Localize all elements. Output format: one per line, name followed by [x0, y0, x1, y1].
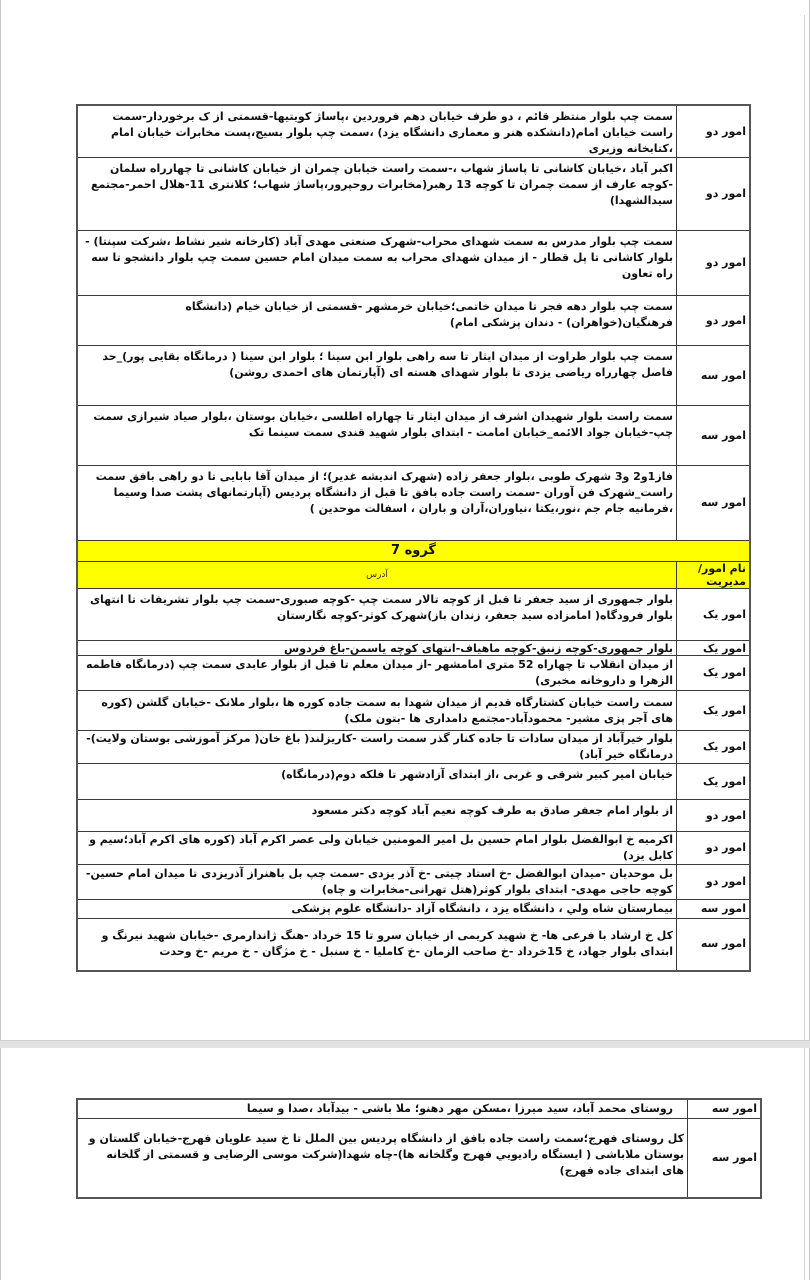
org-cell: امور سه [677, 346, 751, 406]
org-cell: امور یک [677, 764, 751, 800]
table-row [77, 346, 750, 406]
address-cell: سمت راست خیابان کشتارگاه قدیم از میدان شهدا به سمت جاده کوره ها ،بلوار ملانک -خیابان گلشن (کوره های آجر پزی مشیر- محمودآباد-مجتمع دامداری ها -بتون ملک) [77, 691, 677, 731]
org-cell: امور دو [677, 865, 751, 900]
table-row [77, 691, 750, 731]
address-cell: بیمارستان شاه ولي ، دانشگاه یزد ، دانشگاه آزاد -دانشگاه علوم پزشکی [77, 900, 677, 919]
column-header-address: آدرس [77, 562, 677, 589]
address-cell: سمت راست بلوار شهیدان اشرف از میدان ایثار تا چهاراه اطلسی ،خیابان بوستان ،بلوار صیاد شیرازی سمت چپ-خیابان جواد الائمه_خیابان امامت - ابتدای بلوار شهید قندی سمت سینما تک [77, 406, 677, 466]
table-row [77, 731, 750, 764]
address-cell: بلوار خیرآباد از میدان سادات تا جاده کنار گذر سمت راست -کاریزلند( باغ خان( مرکز آموزشی بوستان ولایت)-درمانگاه خیر آباد) [77, 731, 677, 764]
org-cell: امور سه [677, 466, 751, 541]
column-header-row [77, 562, 750, 589]
table-row [77, 1099, 761, 1118]
org-cell: امور سه [677, 919, 751, 971]
document-page-2 [0, 1048, 810, 1280]
address-cell: فاز1و2 و3 شهرک طوبی ،بلوار جعفر زاده (شهرک اندیشه غدیر)؛ از میدان آقا بابایی تا دو راهی بافق سمت راست_شهرک فن آوران -سمت راست جاده بافق تا قبل از دانشگاه پردیس (آپارتمانهای پشت صدا وسیما ،فرمانیه جام جم ،نور،یکتا ،نیاوران،آران و باران ، اسفالت موحدین ) [77, 466, 677, 541]
address-cell: روستای محمد آباد، سید میرزا ،مسکن مهر دهنو؛ ملا باشی - بیدآباد ،صدا و سیما [77, 1099, 688, 1118]
org-cell: امور یک [677, 691, 751, 731]
address-cell: خیابان امیر کبیر شرقی و غربی ،از ابتدای آزادشهر تا فلکه دوم(درمانگاه) [77, 764, 677, 800]
table-row [77, 1118, 761, 1198]
group-title: گروه 7 [77, 541, 750, 562]
column-header-org: نام امور/مدیریت [677, 562, 751, 589]
org-cell: امور دو [677, 105, 751, 158]
address-cell: از میدان انقلاب تا چهاراه 52 متری امامشهر -از میدان معلم تا قبل از بلوار عابدی سمت چپ (درمانگاه فاطمه الزهرا و داروخانه مخبری) [77, 656, 677, 691]
address-cell: سمت چپ بلوار منتظر قائم ، دو طرف خیابان دهم فروردین ،پاساژ کویتیها-قسمتی از ک برخوردار-سمت راست خیابان امام(دانشکده هنر و معماری دانشگاه یزد) ،سمت چپ بلوار بسیج،پست مخابرات خیابان امام ،کتابخانه وزیری [77, 105, 677, 158]
table-row [77, 466, 750, 541]
table-row [77, 231, 750, 296]
address-cell: کل خ ارشاد با فرعی ها- خ شهید کریمی از خیابان سرو تا 15 خرداد -هنگ ژاندارمری -خیابان شهید نیرنگ و ابتدای بلوار جهاد، خ 15خرداد -خ صاحب الزمان -خ کاملیا - خ سنبل - خ مژگان - خ مریم -خ وحدت [77, 919, 677, 971]
org-cell: امور سه [688, 1118, 762, 1198]
table-row [77, 105, 750, 158]
address-cell: سمت چپ بلوار مدرس به سمت شهدای محراب-شهرک صنعتی مهدی آباد (کارخانه شیر نشاط ،شرکت سپنتا) - بلوار کاشانی تا پل قطار - از میدان شهدای محراب به سمت میدان امام حسین سمت چپ بلوار دانشجو تا سه راه تعاون [77, 231, 677, 296]
address-cell: بل موحدیان -میدان ابوالفضل -خ استاد چیتی -خ آذر یزدی -سمت چپ بل باهنراز آذریزدی تا میدان امام حسین- کوچه حاجی مهدی- ابتدای بلوار کوثر(هتل تهرانی-مخابرات و چاه) [77, 865, 677, 900]
org-cell: امور یک [677, 589, 751, 641]
address-cell: بلوار جمهوری از سید جعفر تا قبل از کوچه تالار سمت چپ -کوچه صبوری-سمت چپ بلوار تشریفات تا انتهای بلوار فرودگاه( امامزاده سید جعفر، زندان باز)شهرک کوثر-کوچه نگارستان [77, 589, 677, 641]
org-cell: امور دو [677, 296, 751, 346]
page-edge-line [804, 15, 805, 1040]
address-cell: کل روستای فهرج؛سمت راست جاده بافق از دانشگاه پردیس بین الملل تا خ سید علویان فهرج-خیابان گلستان و بوستان ملاباشی ( ایستگاه رادیویي فهرج وگلخانه ها)-چاه شهدا(شرکت موسی الرضایی و قسمتی از گلخانه های ابتدای جاده فهرج) [77, 1118, 688, 1198]
table-row [77, 641, 750, 656]
table-row [77, 832, 750, 865]
address-cell: بلوار جمهوری-کوچه زنبق-کوچه ماهیاف-انتهای کوچه یاسمن-باغ فردوس [77, 641, 677, 656]
table-row [77, 919, 750, 971]
table-row [77, 764, 750, 800]
outage-address-table-continued [76, 1098, 762, 1199]
org-cell: امور یک [677, 656, 751, 691]
table-row [77, 865, 750, 900]
org-cell: امور یک [677, 731, 751, 764]
address-cell: سمت چپ بلوار طراوت از میدان ایثار تا سه راهی بلوار ابن سینا ؛ بلوار ابن سینا ( درمانگاه بقایی پور)_حد فاصل چهارراه ریاضی یزدی تا بلوار شهدای هسته ای (آپارتمان های احمدی روشن) [77, 346, 677, 406]
table-row [77, 800, 750, 832]
outage-address-table [76, 104, 751, 972]
org-cell: امور دو [677, 832, 751, 865]
table-row [77, 158, 750, 231]
address-cell: سمت چپ بلوار دهه فجر تا میدان خاتمی؛خیابان خرمشهر -قسمتی از خیابان خیام (دانشگاه فرهنگیان(خواهران) - دندان پزشکی امام) [77, 296, 677, 346]
org-cell: امور دو [677, 231, 751, 296]
org-cell: امور سه [677, 900, 751, 919]
address-cell: اکرمیه خ ابوالفضل بلوار امام حسین بل امیر المومنین خیابان ولی عصر اکرم آباد (کوره های اکرم آباد؛سیم و کابل یزد) [77, 832, 677, 865]
page-edge-line [804, 1048, 805, 1280]
table-row [77, 900, 750, 919]
address-cell: از بلوار امام جعفر صادق به طرف کوچه نعیم آباد کوچه دکتر مسعود [77, 800, 677, 832]
org-cell: امور یک [677, 641, 751, 656]
table-row [77, 296, 750, 346]
table-row [77, 656, 750, 691]
address-cell: اکبر آباد ،خیابان کاشانی تا پاساژ شهاب ،-سمت راست خیابان چمران از خیابان کاشانی تا چهارراه سلمان -کوچه عارف از سمت چمران تا کوچه 13 رهبر(مخابرات روحپرور،پاساژ شهاب؛ کلانتری 11-هلال احمر-مجتمع سیدالشهدا) [77, 158, 677, 231]
table-row [77, 589, 750, 641]
org-cell: امور سه [688, 1099, 762, 1118]
group-title-row [77, 541, 750, 562]
org-cell: امور دو [677, 158, 751, 231]
org-cell: امور سه [677, 406, 751, 466]
org-cell: امور دو [677, 800, 751, 832]
table-row [77, 406, 750, 466]
